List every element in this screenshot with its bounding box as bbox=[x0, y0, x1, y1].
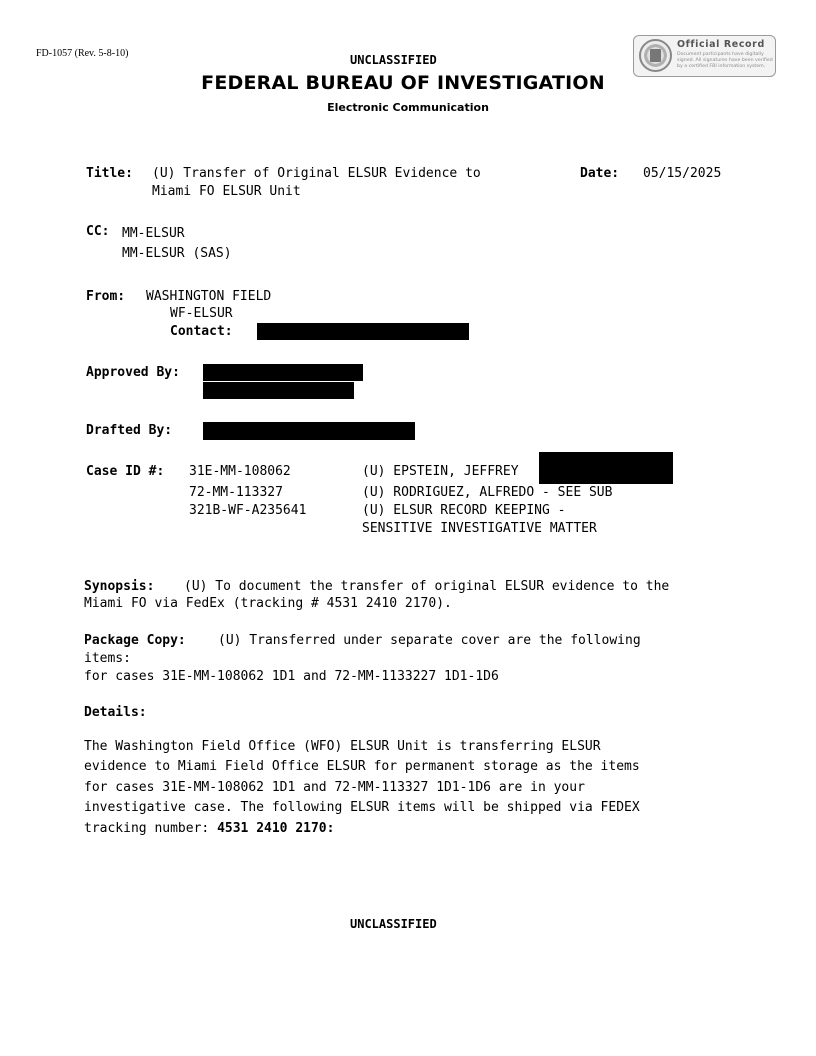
redaction-case-caption bbox=[539, 452, 673, 484]
details-last-line bbox=[84, 821, 334, 836]
details-line: evidence to Miami Field Office ELSUR for permanent storage as the items bbox=[84, 759, 640, 774]
cc-item: MM-ELSUR bbox=[122, 226, 185, 241]
title-line-2: Miami FO ELSUR Unit bbox=[152, 184, 301, 199]
from-label: From: bbox=[86, 289, 126, 304]
classification-marking-top: UNCLASSIFIED bbox=[350, 53, 437, 67]
details-line: The Washington Field Office (WFO) ELSUR Unit is transferring ELSUR bbox=[84, 739, 601, 754]
package-line-1: (U) Transferred under separate cover are the following bbox=[218, 633, 641, 648]
package-line-2: items: bbox=[84, 651, 131, 666]
package-line-3: for cases 31E-MM-108062 1D1 and 72-MM-1133227 1D1-1D6 bbox=[84, 669, 499, 684]
redaction-contact bbox=[257, 323, 469, 340]
redaction-approver-2 bbox=[203, 382, 354, 399]
title-line-1: (U) Transfer of Original ELSUR Evidence to bbox=[152, 166, 481, 181]
from-unit: WF-ELSUR bbox=[170, 306, 233, 321]
approved-by-label: Approved By: bbox=[86, 365, 180, 380]
drafted-by-label: Drafted By: bbox=[86, 423, 173, 438]
fbi-seal-icon bbox=[639, 39, 672, 72]
date-value: 05/15/2025 bbox=[643, 166, 722, 181]
contact-label: Contact: bbox=[170, 324, 233, 339]
synopsis-line-1: (U) To document the transfer of original ELSUR evidence to the bbox=[184, 579, 670, 594]
classification-marking-bottom: UNCLASSIFIED bbox=[350, 917, 437, 931]
synopsis-label: Synopsis: bbox=[84, 579, 155, 594]
redaction-drafter bbox=[203, 422, 415, 440]
date-label: Date: bbox=[580, 166, 620, 181]
stamp-title: Official Record bbox=[677, 39, 765, 50]
details-last-prefix: tracking number: bbox=[84, 821, 218, 836]
details-label: Details: bbox=[84, 705, 147, 720]
case-caption-continued: SENSITIVE INVESTIGATIVE MATTER bbox=[362, 521, 597, 536]
agency-heading: FEDERAL BUREAU OF INVESTIGATION bbox=[201, 72, 605, 94]
title-label: Title: bbox=[86, 166, 133, 181]
case-id: 31E-MM-108062 bbox=[189, 464, 291, 479]
stamp-text: Document participants have digitally signed. All signatures have been verified by a certified FBI information system. bbox=[677, 52, 773, 69]
cc-label: CC: bbox=[86, 224, 110, 239]
form-number: FD-1057 (Rev. 5-8-10) bbox=[36, 48, 129, 59]
case-caption: (U) EPSTEIN, JEFFREY bbox=[362, 464, 519, 479]
package-copy-label: Package Copy: bbox=[84, 633, 186, 648]
cc-item: MM-ELSUR (SAS) bbox=[122, 246, 232, 261]
document-type: Electronic Communication bbox=[327, 101, 489, 114]
details-line: investigative case. The following ELSUR items will be shipped via FEDEX bbox=[84, 800, 640, 815]
case-id: 72-MM-113327 bbox=[189, 485, 283, 500]
case-id-label: Case ID #: bbox=[86, 464, 165, 479]
case-id: 321B-WF-A235641 bbox=[189, 503, 307, 518]
synopsis-line-2: Miami FO via FedEx (tracking # 4531 2410 2170). bbox=[84, 596, 452, 611]
redaction-approver-1 bbox=[203, 364, 363, 381]
case-caption: (U) RODRIGUEZ, ALFREDO - SEE SUB bbox=[362, 485, 613, 500]
tracking-number: 4531 2410 2170: bbox=[217, 821, 335, 836]
details-line: for cases 31E-MM-108062 1D1 and 72-MM-113327 1D1-1D6 are in your bbox=[84, 780, 585, 795]
official-record-stamp bbox=[633, 35, 776, 77]
case-caption: (U) ELSUR RECORD KEEPING - bbox=[362, 503, 566, 518]
from-office: WASHINGTON FIELD bbox=[146, 289, 272, 304]
